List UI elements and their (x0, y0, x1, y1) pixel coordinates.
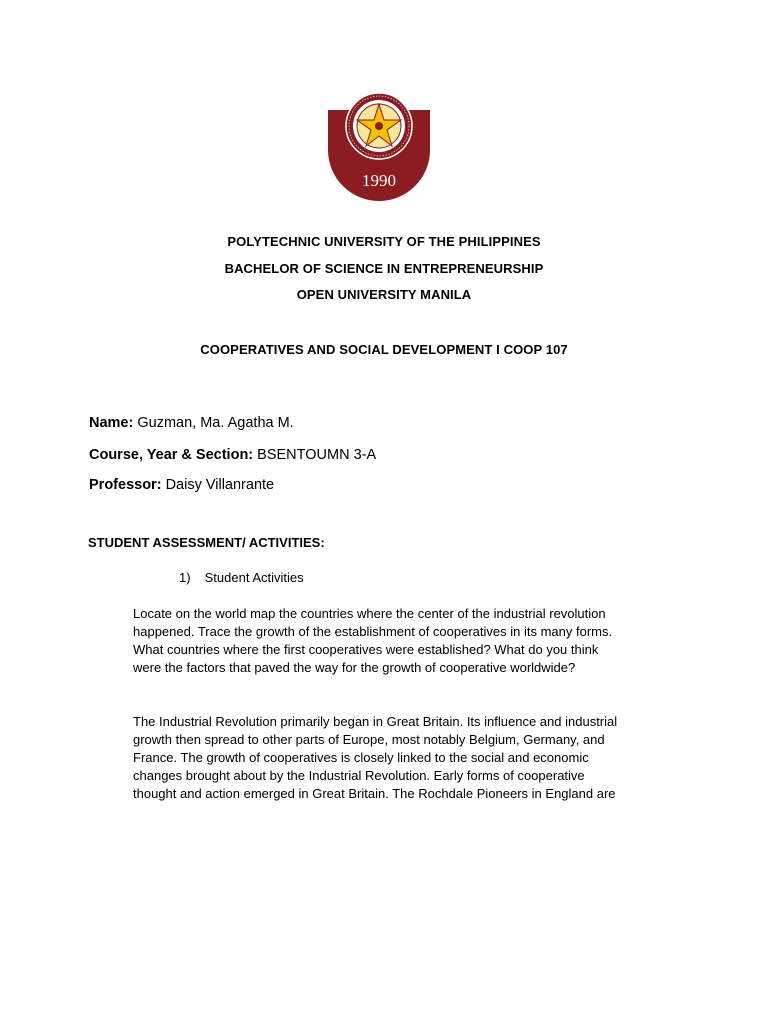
name-value: Guzman, Ma. Agatha M. (137, 415, 294, 431)
university-logo (324, 88, 434, 204)
question-line: happened. Trace the growth of the establishment of cooperatives in its many forms. (133, 624, 613, 639)
question-line: Locate on the world map the countries where the center of the industrial revolution (133, 606, 606, 621)
course-label: Course, Year & Section: (89, 447, 254, 463)
answer-line: growth then spread to other parts of Europe, most notably Belgium, Germany, and (133, 732, 605, 747)
list-item-label: Student Activities (204, 570, 304, 585)
assessment-title: STUDENT ASSESSMENT/ ACTIVITIES: (88, 535, 325, 550)
answer-line: The Industrial Revolution primarily began in Great Britain. Its influence and industrial (133, 714, 618, 729)
list-number: 1) (179, 570, 191, 585)
name-label: Name: (89, 415, 134, 431)
course-value: BSENTOUMN 3-A (257, 447, 377, 463)
answer-line: thought and action emerged in Great Britain. The Rochdale Pioneers in England are (133, 786, 616, 801)
campus-name: OPEN UNIVERSITY MANILA (296, 287, 472, 302)
question-line: were the factors that paved the way for the growth of cooperative worldwide? (133, 660, 576, 675)
course-title: COOPERATIVES AND SOCIAL DEVELOPMENT I COOP 107 (200, 342, 568, 357)
student-name-row (89, 415, 294, 431)
professor-value: Daisy Villanrante (165, 477, 275, 493)
question-paragraph (133, 605, 663, 677)
answer-line: France. The growth of cooperatives is closely linked to the social and economic (133, 750, 589, 765)
professor-row (89, 477, 274, 493)
answer-paragraph (133, 713, 663, 803)
program-name: BACHELOR OF SCIENCE IN ENTREPRENEURSHIP (224, 261, 544, 276)
answer-line: changes brought about by the Industrial Revolution. Early forms of cooperative (133, 768, 585, 783)
pup-seal-icon (324, 88, 434, 204)
seal-year: 1990 (362, 171, 396, 190)
professor-label: Professor: (89, 477, 162, 493)
course-section-row (89, 447, 376, 463)
list-item-student-activities (179, 570, 304, 585)
question-line: What countries where the first cooperatives were established? What do you think (133, 642, 599, 657)
university-name: POLYTECHNIC UNIVERSITY OF THE PHILIPPINES (227, 234, 541, 249)
